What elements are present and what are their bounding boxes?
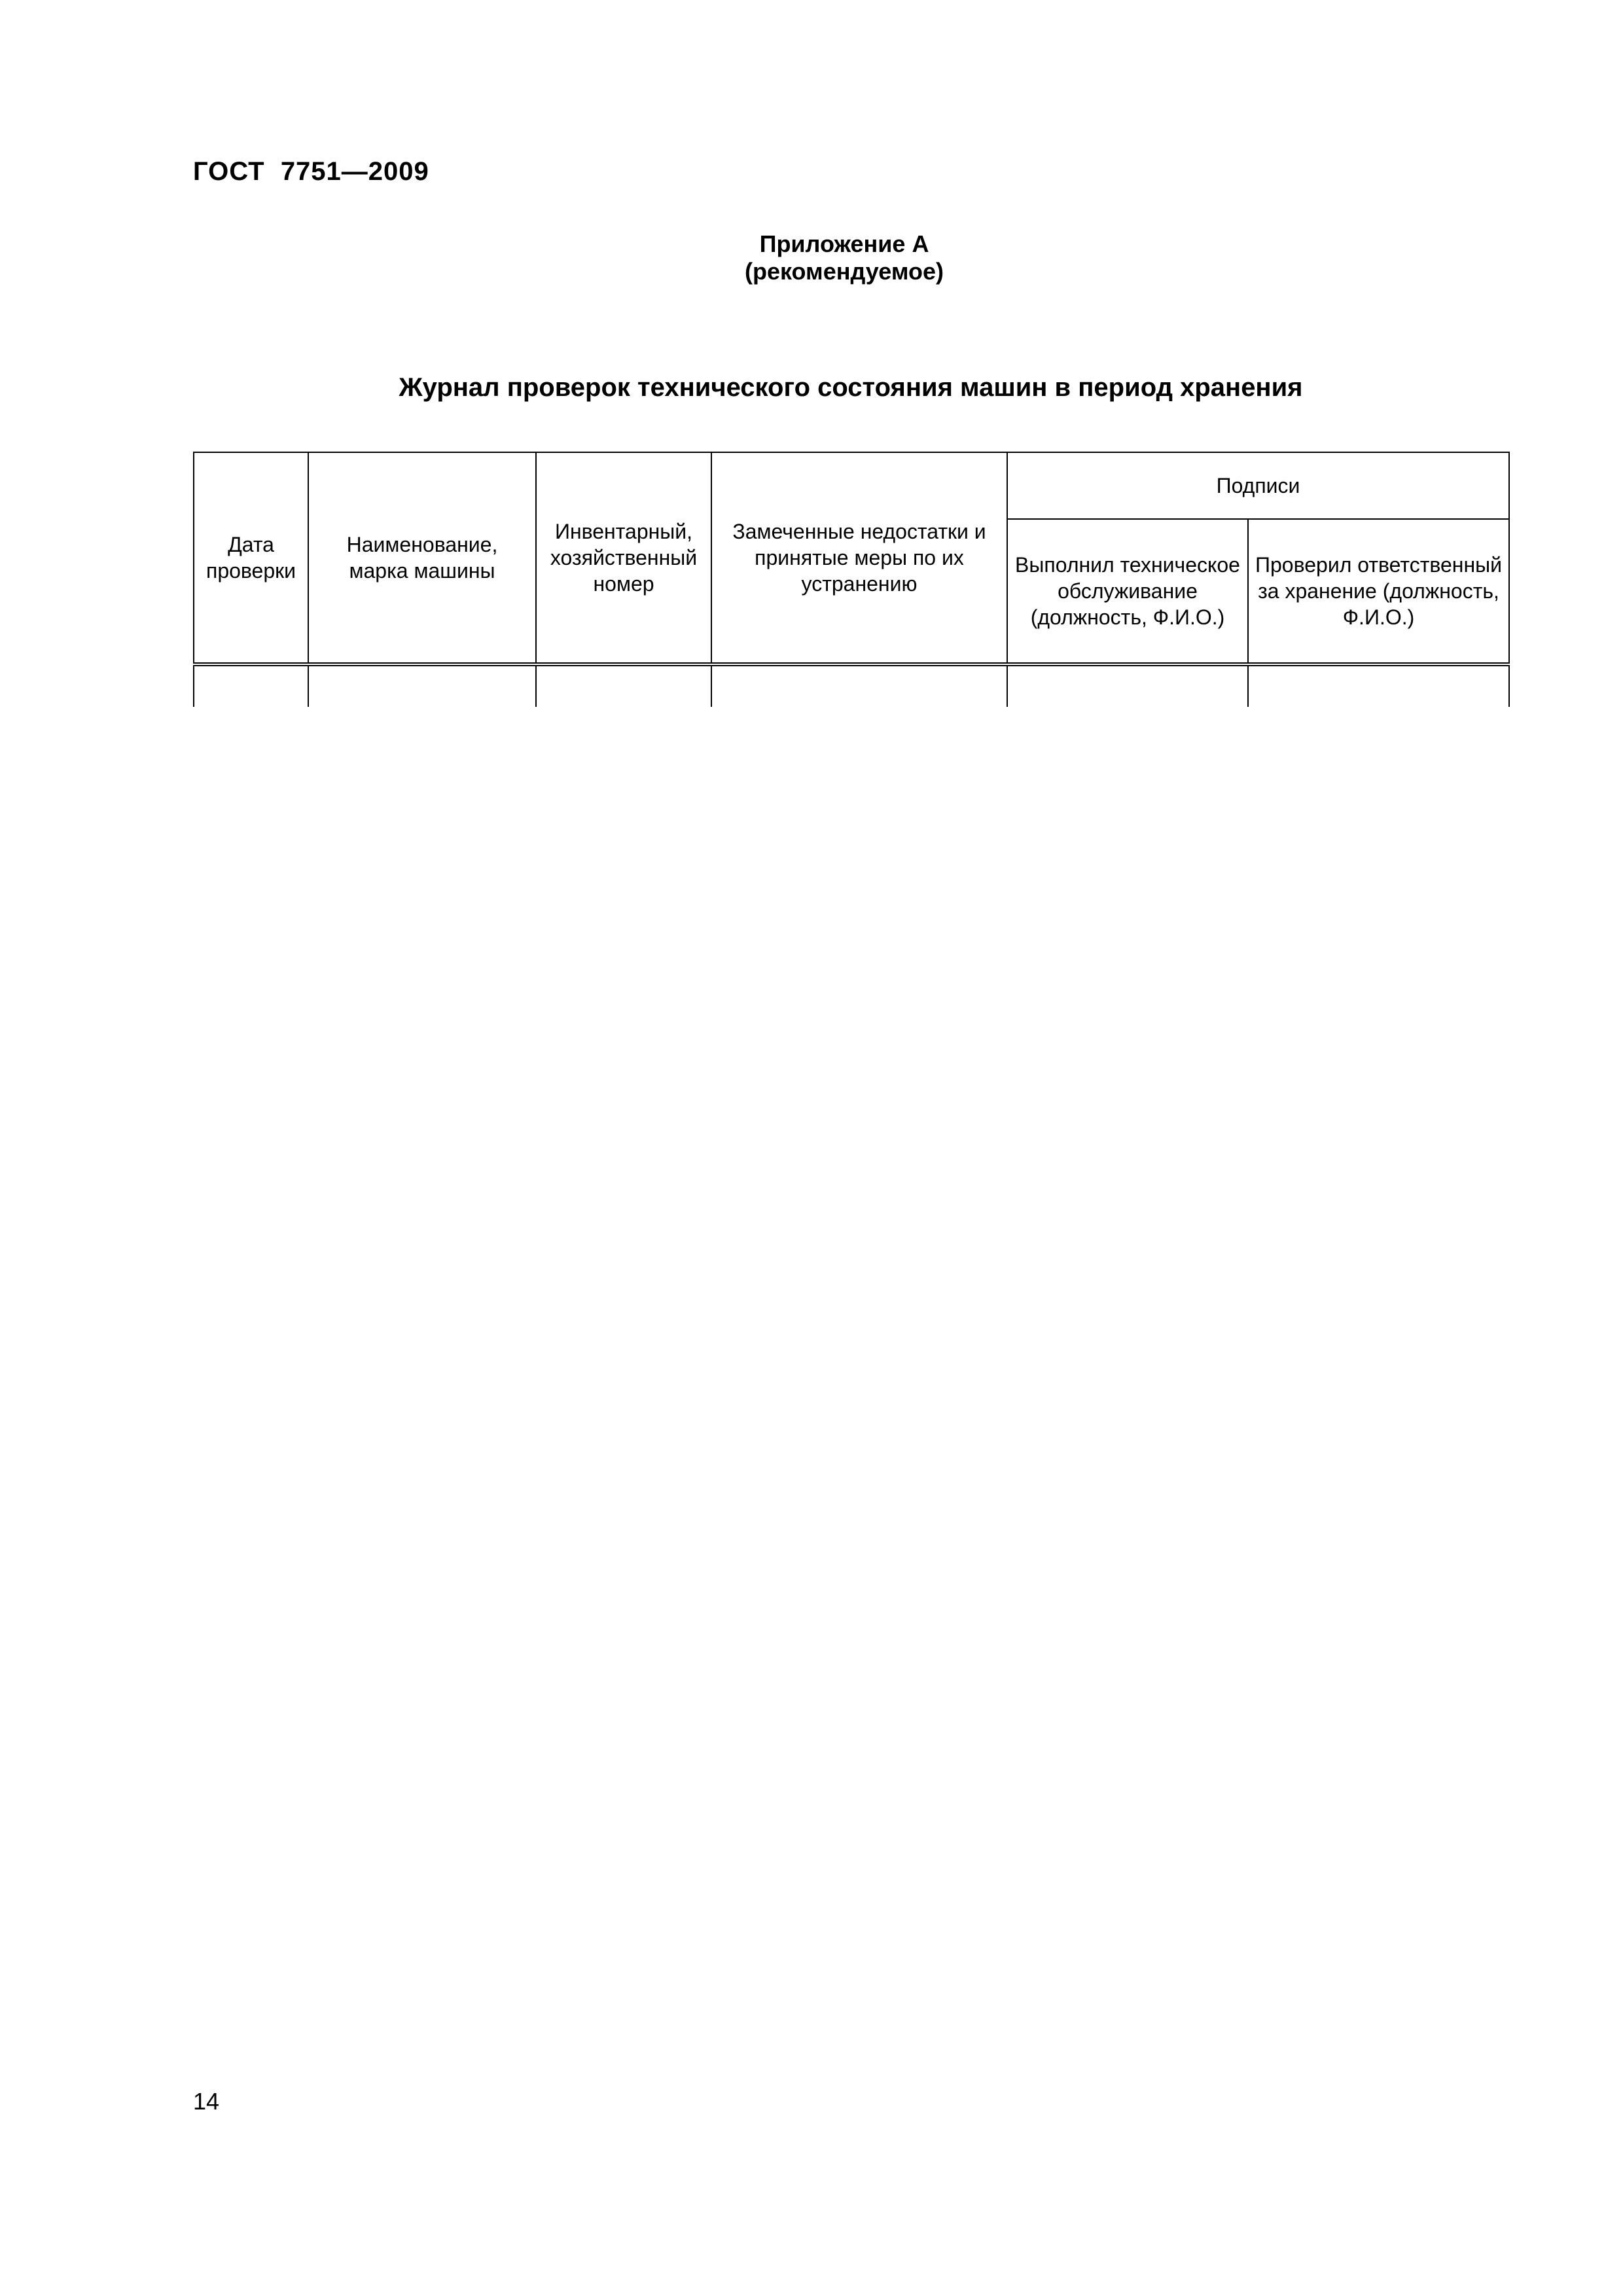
column-header-defects: Замеченные недостатки и принятые меры по их устранению — [711, 452, 1007, 664]
appendix-title: Приложение А — [759, 230, 929, 257]
table-cell-name — [308, 664, 536, 707]
table-cell-performed — [1007, 664, 1248, 707]
journal-title-text: Журнал проверок технического состояния машин в период хранения — [399, 373, 1303, 402]
column-header-date: Дата проверки — [194, 452, 308, 664]
table-row — [194, 664, 1509, 707]
appendix-note: (рекомендуемое) — [745, 258, 944, 285]
table-cell-inventory — [536, 664, 711, 707]
inspection-log-table — [193, 452, 1510, 707]
column-header-name: Наименование, марка машины — [308, 452, 536, 664]
column-header-checked: Проверил ответственный за хранение (должность, Ф.И.О.) — [1248, 519, 1509, 664]
table-header-row — [194, 452, 1509, 519]
table-cell-date — [194, 664, 308, 707]
document-code: ГОСТ 7751—2009 — [193, 157, 429, 186]
journal-title — [0, 373, 1623, 403]
page-number: 14 — [193, 2088, 220, 2115]
appendix-heading — [0, 230, 1623, 285]
column-header-signatures: Подписи — [1007, 452, 1509, 519]
column-header-performed: Выполнил техническое обслуживание (должность, Ф.И.О.) — [1007, 519, 1248, 664]
table-cell-checked — [1248, 664, 1509, 707]
column-header-inventory: Инвентарный, хозяйственный номер — [536, 452, 711, 664]
table-cell-defects — [711, 664, 1007, 707]
